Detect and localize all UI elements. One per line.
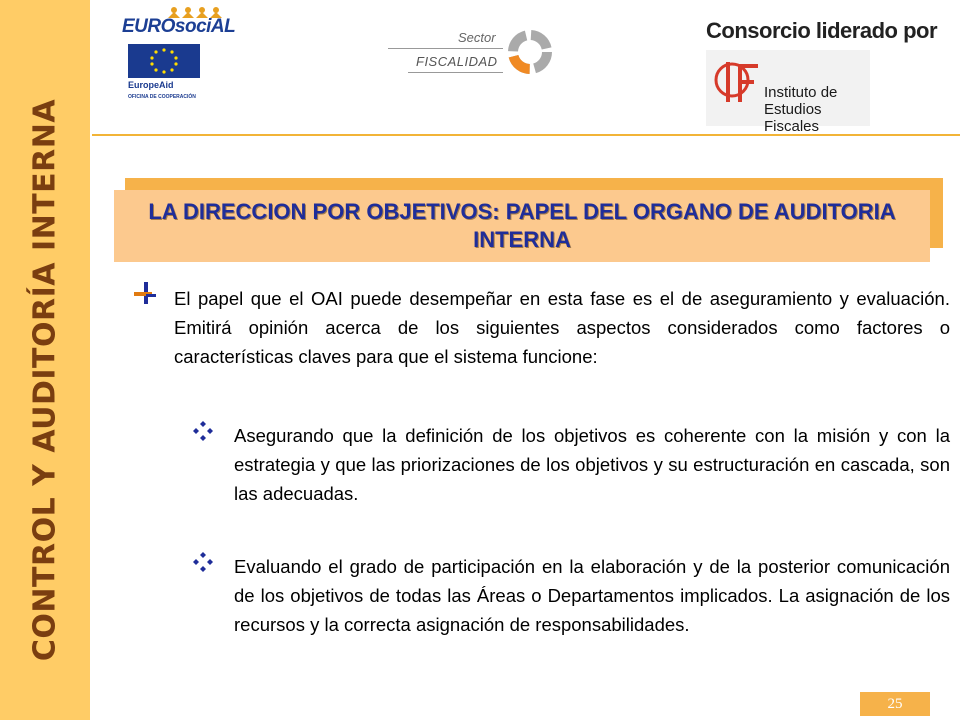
page-number: 25 — [860, 692, 930, 716]
sector-label: Sector — [458, 30, 496, 45]
sector-line — [388, 48, 503, 49]
eu-flag-icon — [128, 44, 200, 78]
eurosocial-wordmark: EUROsociAL — [122, 16, 236, 37]
sidebar-band — [0, 0, 90, 720]
ief-line1: Instituto de — [764, 84, 838, 101]
europeaid-sub-label: OFICINA DE COOPERACIÓN — [128, 94, 196, 100]
sector-line — [408, 72, 503, 73]
diamond-bullet-icon — [192, 420, 214, 442]
list-item: Asegurando que la definición de los objetivos es coherente con la misión y con la estrategia y que las priorizaciones de los objetivos y su estructuración en cascada, son las adecuadas. — [234, 425, 950, 504]
europeaid-label: EuropeAid — [128, 80, 174, 90]
ief-monogram-icon — [710, 54, 766, 110]
eurosocial-logo — [122, 6, 236, 106]
ring-segments-icon — [506, 28, 554, 76]
sector-fiscalidad-logo — [388, 22, 558, 82]
consortium-heading: Consorcio liderado por — [706, 18, 938, 43]
ief-logo — [706, 50, 870, 135]
list-item: Evaluando el grado de participación en la elaboración y de la posterior comunicación de los objetivos de todas las Áreas o Departamentos implicados. La asignación de los recursos y la correcta asignación de responsabilidades. — [234, 556, 950, 635]
main-paragraph: El papel que el OAI puede desempeñar en esta fase es el de aseguramiento y evaluación. Emitirá opinión acerca de los siguientes aspectos considerados como factores o características claves para que el sistema funcione: — [174, 288, 950, 367]
sidebar-title: CONTROL Y AUDITORÍA INTERNA — [27, 98, 63, 662]
slide-title: LA DIRECCION POR OBJETIVOS: PAPEL DEL ORGANO DE AUDITORIA INTERNA — [148, 199, 896, 252]
ief-name — [764, 84, 870, 135]
diamond-bullet-icon — [192, 551, 214, 573]
ief-line2: Estudios Fiscales — [764, 101, 822, 135]
title-box — [114, 190, 930, 262]
cross-bullet-icon — [134, 282, 158, 306]
fiscalidad-label: FISCALIDAD — [416, 54, 498, 69]
